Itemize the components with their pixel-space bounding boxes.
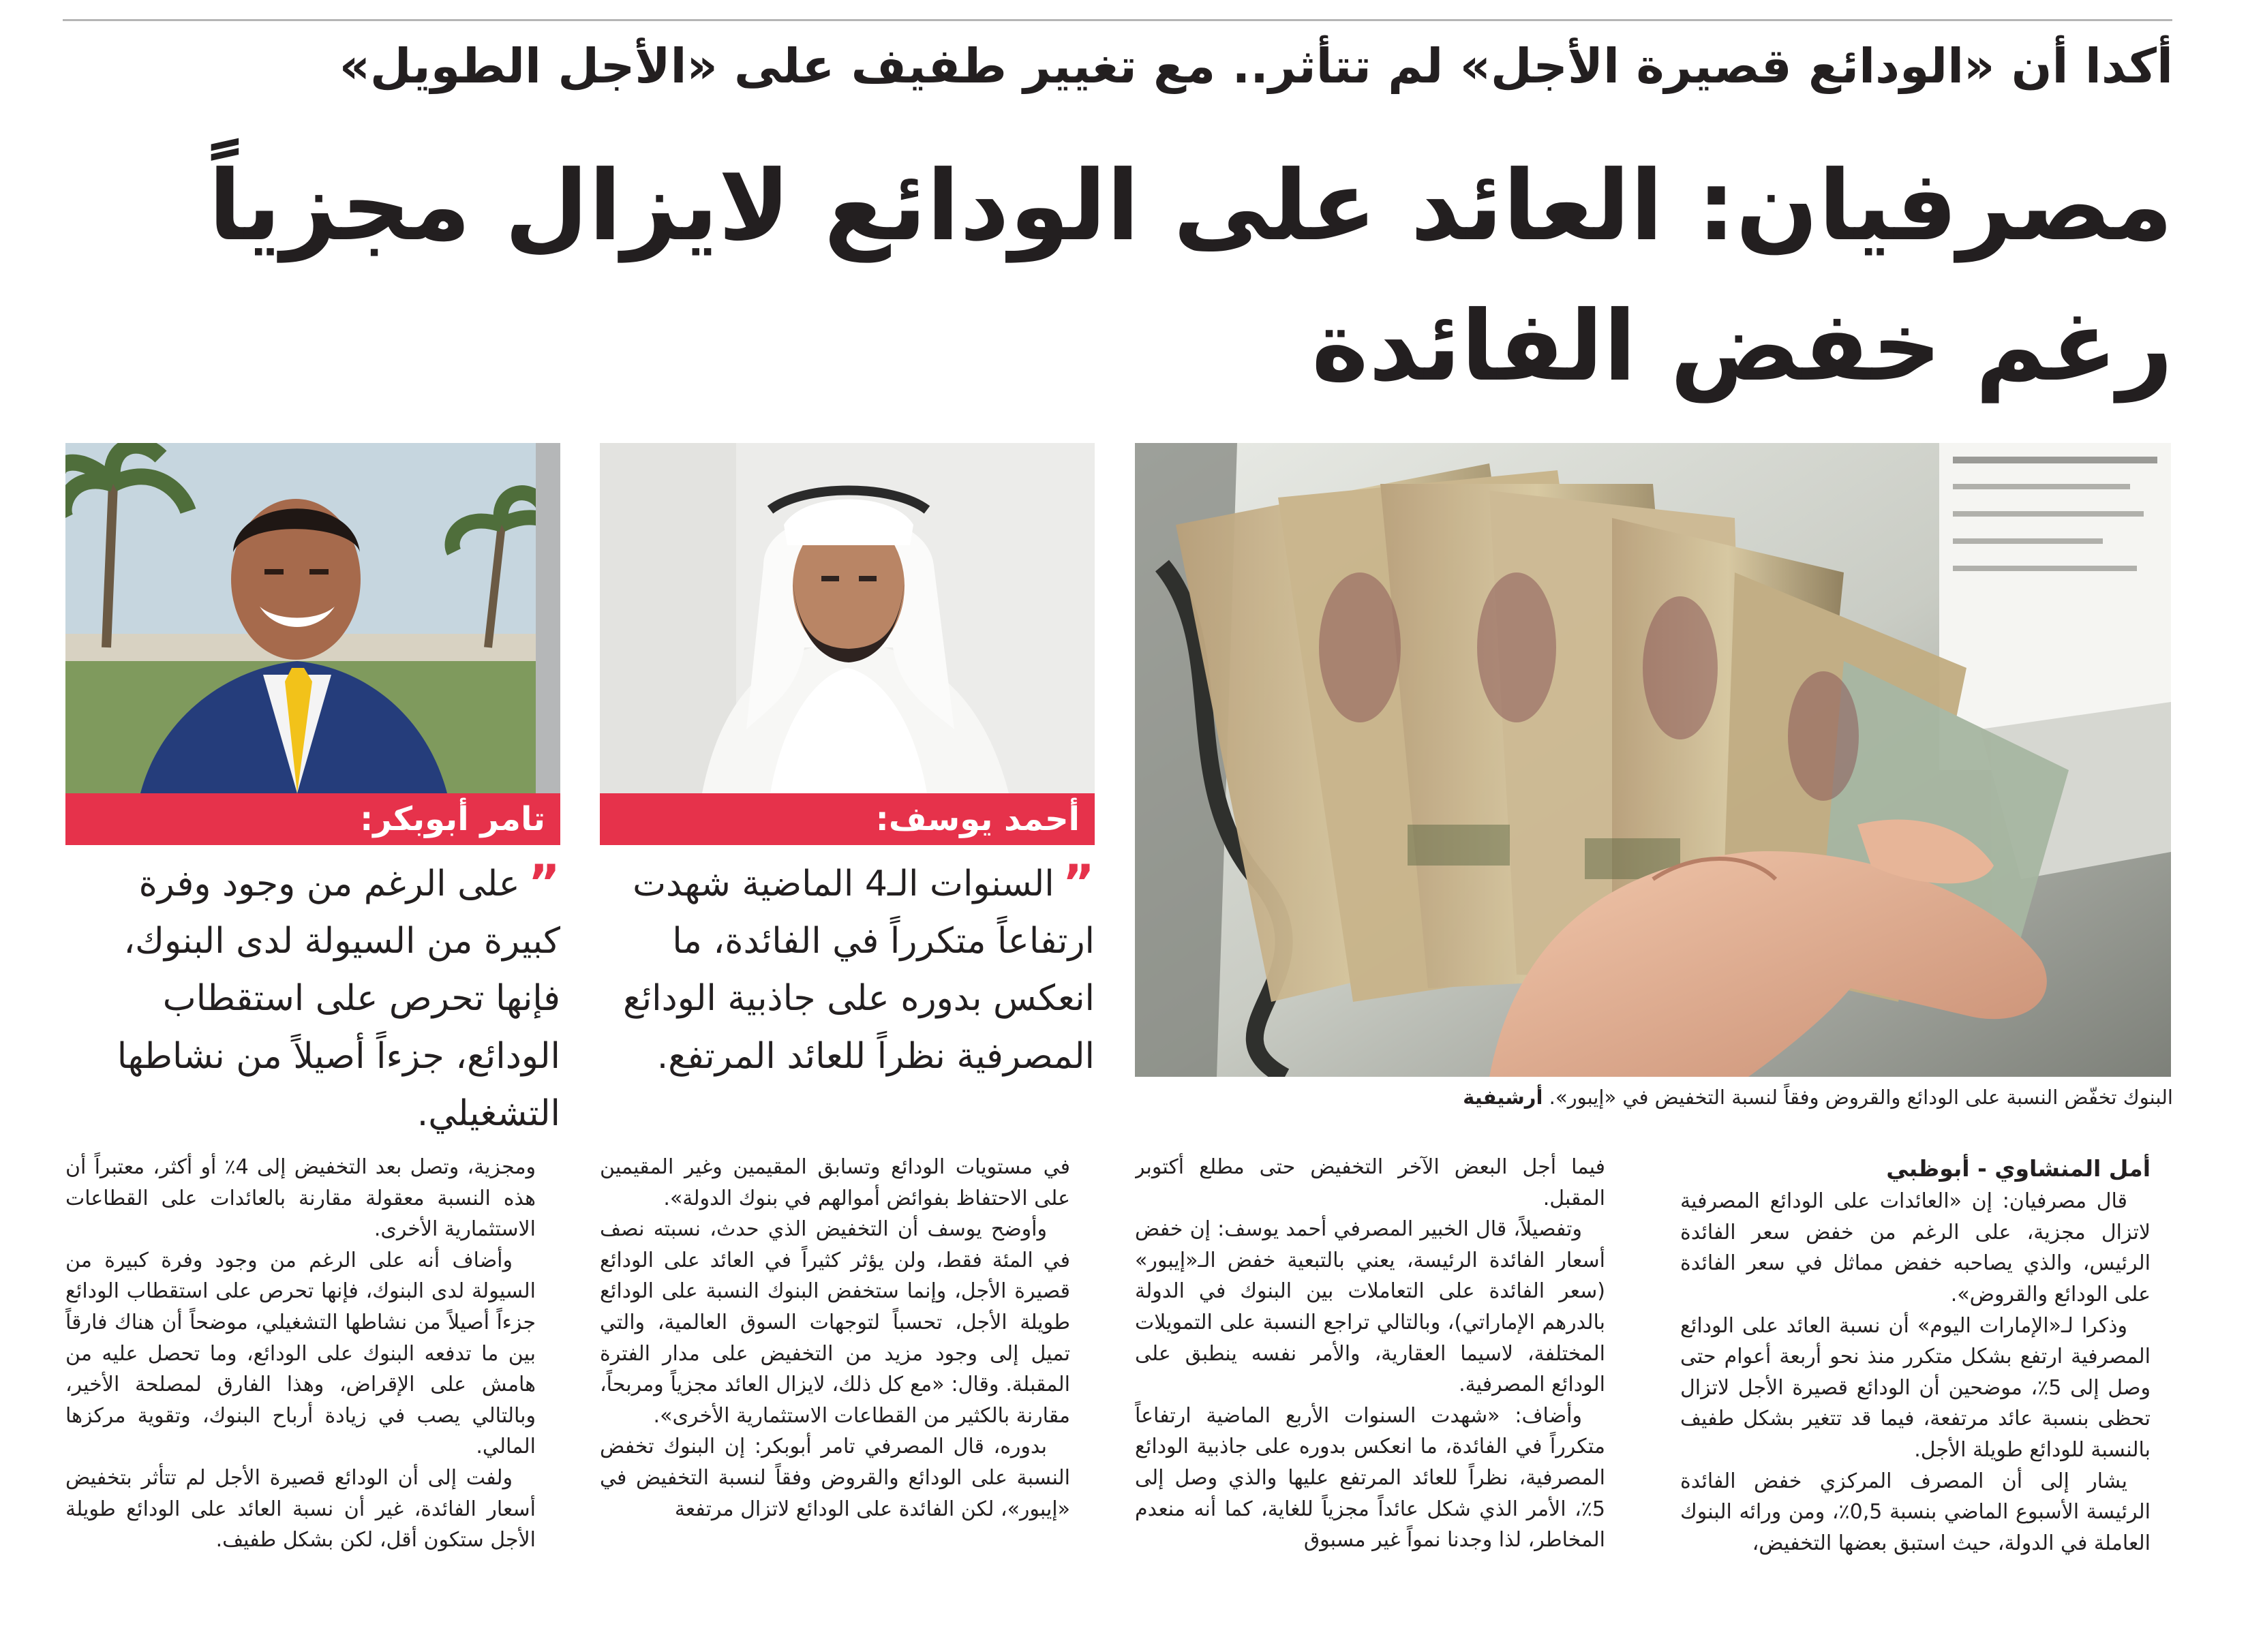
cash-banknotes-icon: [1135, 443, 2171, 1077]
paragraph: قال مصرفيان: إن «العائدات على الودائع المصرفية لاتزال مجزية، على الرغم من خفض سعر الفائدة الرئيس، والذي يصاحبه خفض مماثل في سعر الفائدة على الودائع والقروض».: [1680, 1189, 2151, 1306]
quote-text: على الرغم من وجود وفرة كبيرة من السيولة لدى البنوك، فإنها تحرص على استقطاب الودائع، جزءاً أصيلاً من نشاطها التشغيلي.: [117, 863, 560, 1134]
caption-credit: أرشيفية: [1463, 1086, 1543, 1109]
quote-text: السنوات الـ4 الماضية شهدت ارتفاعاً متكرراً في الفائدة، ما انعكس بدوره على جاذبية الودائع المصرفية نظراً للعائد المرتفع.: [622, 863, 1095, 1077]
paragraph: وأضاف أنه على الرغم من وجود وفرة كبيرة من السيولة لدى البنوك، فإنها تحرص على استقطاب الودائع جزءاً أصيلاً من نشاطها التشغيلي، موضحاً أن هناك فارقاً بين ما تدفعه البنوك على الودائع، وما تحصل عليه من هامش على الإقراض، وهذا الفارق لمصلحة الأخير، وبالتالي يصب في زيادة أرباح البنوك، وتقوية مركزها المالي.: [65, 1248, 536, 1459]
article-column-2: [1135, 1152, 1605, 1642]
ahmed-yousef-namebar: أحمد يوسف:: [600, 793, 1095, 845]
quote-mark-icon: ”: [1062, 854, 1095, 911]
tamer-aboubakr-namebar: تامر أبوبكر:: [65, 793, 560, 845]
paragraph: بدوره، قال المصرفي تامر أبوبكر: إن البنوك تخفض النسبة على الودائع والقروض وفقاً لنسبة التخفيض في «إيبور»، لكن الفائدة على الودائع لاتزال مرتفعة: [600, 1435, 1070, 1521]
paragraph: وتفصيلاً، قال الخبير المصرفي أحمد يوسف: إن خفض أسعار الفائدة الرئيسة، يعني بالتبعية خفض الـ«إيبور» (سعر الفائدة على التعاملات بين البنوك في الدولة بالدرهم الإماراتي)، وبالتالي تراجع النسبة على التمويلات المختلفة، لاسيما العقارية، والأمر نفسه ينطبق على الودائع المصرفية.: [1135, 1217, 1605, 1397]
quote-mark-icon: ”: [528, 854, 560, 911]
tamer-aboubakr-quote: [65, 855, 560, 1142]
paragraph: يشار إلى أن المصرف المركزي خفض الفائدة الرئيسة الأسبوع الماضي بنسبة 0,5٪، ومن ورائه البنوك العاملة في الدولة، حيث استبق بعضها التخفيض،: [1680, 1469, 2151, 1555]
headline-line-2: رغم خفض الفائدة: [1311, 290, 2173, 403]
tamer-aboubakr-photo: [65, 443, 560, 793]
article-column-4: [65, 1152, 536, 1642]
paragraph: وأضاف: «شهدت السنوات الأربع الماضية ارتفاعاً متكرراً في الفائدة، ما انعكس بدوره على جاذبية الودائع المصرفية، نظراً للعائد المرتفع عليها والذي وصل إلى 5٪، الأمر الذي شكل عائداً مجزياً للغاية، كما أنه منعدم المخاطر، لذا وجدنا نمواً غير مسبوق: [1135, 1403, 1605, 1552]
main-photo-caption: [1151, 1085, 2173, 1111]
article-column-1: [1680, 1152, 2151, 1642]
ahmed-yousef-photo: [600, 443, 1095, 793]
headline-line-1: مصرفيان: العائد على الودائع لايزال مجزياً: [208, 150, 2173, 262]
paragraph: ومجزية، وتصل بعد التخفيض إلى 4٪ أو أكثر، معتبراً أن هذه النسبة معقولة مقارنة بالعائدات على القطاعات الاستثمارية الأخرى.: [65, 1155, 536, 1242]
paragraph: وأوضح يوسف أن التخفيض الذي حدث، نسبته نصف في المئة فقط، ولن يؤثر كثيراً في العائد على الودائع قصيرة الأجل، وإنما ستخفض البنوك النسبة على الودائع طويلة الأجل، تحسباً لتوجهات السوق العالمية، والتي تميل إلى وجود مزيد من التخفيض على مدار الفترة المقبلة. وقال: «مع كل ذلك، لايزال العائد مجزياً ومربحاً، مقارنة بالكثير من القطاعات الاستثمارية الأخرى».: [600, 1217, 1070, 1428]
paragraph: ولفت إلى أن الودائع قصيرة الأجل لم تتأثر بتخفيض أسعار الفائدة، غير أن نسبة العائد على الودائع طويلة الأجل ستكون أقل، لكن بشكل طفيف.: [65, 1465, 536, 1552]
ahmed-yousef-quote: [600, 855, 1095, 1085]
main-photo: [1135, 443, 2171, 1077]
paragraph: وذكرا لـ«الإمارات اليوم» أن نسبة العائد على الودائع المصرفية ارتفع بشكل متكرر منذ نحو أربعة أعوام حتى وصل إلى 5٪، موضحين أن الودائع قصيرة الأجل لاتزال تحظى بنسبة عائد مرتفعة، فيما قد تتغير بشكل طفيف بالنسبة للودائع طويلة الأجل.: [1680, 1313, 2151, 1462]
headline: [94, 136, 2173, 417]
kicker: أكدا أن «الودائع قصيرة الأجل» لم تتأثر.. مع تغيير طفيف على «الأجل الطويل»: [339, 38, 2173, 94]
portrait-headdress-icon: [600, 443, 1095, 793]
caption-text: البنوك تخفّض النسبة على الودائع والقروض وفقاً لنسبة التخفيض في «إيبور».: [1549, 1086, 2173, 1109]
article-column-3: [600, 1152, 1070, 1642]
portrait-suit-icon: [65, 443, 560, 793]
paragraph: في مستويات الودائع وتسابق المقيمين وغير المقيمين على الاحتفاظ بفوائض أموالهم في بنوك الدولة».: [600, 1155, 1070, 1210]
paragraph: فيما أجل البعض الآخر التخفيض حتى مطلع أكتوبر المقبل.: [1135, 1155, 1605, 1210]
byline: أمل المنشاوي - أبوظبي: [1886, 1155, 2151, 1182]
top-rule: [63, 19, 2172, 21]
